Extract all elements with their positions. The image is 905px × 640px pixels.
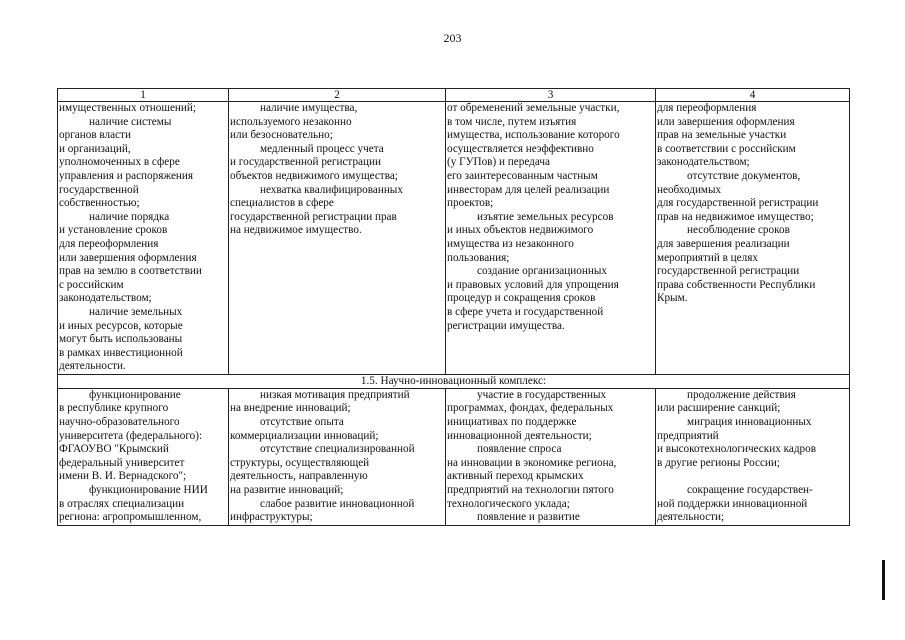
table-row-property-relations — [58, 102, 850, 375]
cell-text-line: инициативах по поддержке — [447, 416, 577, 429]
cell-text-line: коммерциализации инноваций; — [230, 429, 379, 442]
cell-text-line: и организаций, — [59, 142, 131, 155]
cell-text-line: могут быть использованы — [59, 333, 183, 346]
cell-text-line: наличие порядка — [89, 210, 170, 223]
cell-text-line: (у ГУПов) и передача — [447, 156, 550, 169]
cell-text-line: прав на земельные участки — [657, 129, 787, 142]
cell-text-line: для переоформления — [657, 102, 757, 114]
cell-text-line: продолжение действия — [687, 388, 796, 401]
cell-text-line: функционирование — [89, 388, 181, 401]
cell-text-line: его заинтересованным частным — [447, 169, 598, 182]
cell-text-line: имущественных отношений; — [59, 102, 197, 114]
cell-text-line: в том числе, путем изъятия — [447, 115, 577, 128]
section-title: 1.5. Научно-инновационный комплекс: — [58, 374, 850, 388]
cell-text-line: пользования; — [447, 251, 510, 264]
cell-text-line: появление спроса — [477, 443, 562, 456]
cell-text-line: в другие регионы России; — [657, 456, 781, 469]
cell-text-line: университета (федерального): — [59, 429, 203, 442]
cell-text-line: технологического уклада; — [447, 497, 570, 510]
cell-text-line: и высокотехнологических кадров — [657, 443, 816, 456]
cell-text-line: в соответствии с российским — [657, 142, 796, 155]
section-header-row — [58, 374, 850, 388]
cell-text-line: сокращение государствен- — [687, 484, 813, 497]
cell-text-line: деятельности; — [657, 511, 725, 524]
cell-threats — [656, 102, 850, 375]
cell-text-line: деятельности. — [59, 360, 126, 373]
cell-text-line: имущества, использование которого — [447, 129, 620, 142]
cell-text-line: государственной регистрации прав — [230, 210, 397, 223]
cell-text-line: наличие системы — [89, 115, 172, 128]
cell-text-line: для завершения реализации — [657, 237, 790, 250]
cell-text-line: или завершения оформления — [657, 115, 795, 128]
column-number-4: 4 — [656, 89, 850, 102]
cell-text-line: Крым. — [657, 292, 688, 305]
cell-weaknesses — [229, 102, 446, 375]
cell-text-line: и иных объектов недвижимого — [447, 224, 594, 237]
cell-text-line: нехватка квалифицированных — [260, 183, 403, 196]
cell-text-line: мероприятий в целях — [657, 251, 758, 264]
cell-text-line: собственностью; — [59, 197, 140, 210]
cell-text-line: органов власти — [59, 129, 131, 142]
cell-text-line: функционирование НИИ — [89, 484, 208, 497]
cell-text-line: имущества из незаконного — [447, 237, 574, 250]
cell-text-line: медленный процесс учета — [260, 142, 384, 155]
cell-text-line: в отраслях специализации — [59, 497, 185, 510]
cell-threats — [656, 388, 850, 525]
cell-text-line: или завершения оформления — [59, 251, 197, 264]
cell-text-line: для переоформления — [59, 237, 159, 250]
cell-strengths — [58, 102, 229, 375]
cell-text-line: региона: агропромышленном, — [59, 511, 202, 524]
cell-text-line: наличие земельных — [89, 305, 183, 318]
cell-strengths — [58, 388, 229, 525]
cell-opportunities — [446, 102, 656, 375]
cell-text-line: государственной регистрации — [657, 265, 800, 278]
cell-text-line: от обременений земельные участки, — [447, 102, 620, 114]
cell-text-line: активный переход крымских — [447, 470, 584, 483]
cell-text-line: прав на недвижимое имущество; — [657, 210, 814, 223]
cell-text-line: несоблюдение сроков — [687, 224, 790, 237]
cell-text-line: структуры, осуществляющей — [230, 456, 370, 469]
column-number-3: 3 — [446, 89, 656, 102]
cell-text-line: ФГАОУВО "Крымский — [59, 443, 169, 456]
cell-text-line: с российским — [59, 278, 124, 291]
cell-text-line: программах, фондах, федеральных — [447, 402, 614, 415]
cell-text-line: отсутствие документов, — [687, 169, 801, 182]
cell-text-line: процедур и сокращения сроков — [447, 292, 596, 305]
cell-text-line: объектов недвижимого имущества; — [230, 169, 398, 182]
column-number-2: 2 — [229, 89, 446, 102]
cell-text-line: в республике крупного — [59, 402, 169, 415]
cell-text-line: регистрации имущества. — [447, 319, 565, 332]
cell-text-line: научно-образовательного — [59, 416, 180, 429]
cell-text-line: осуществляется неэффективно — [447, 142, 594, 155]
cell-text-line: на инновации в экономике региона, — [447, 456, 617, 469]
cell-text-line: для государственной регистрации — [657, 197, 819, 210]
cell-text-line: инвесторам для целей реализации — [447, 183, 610, 196]
cell-text-line: права собственности Республики — [657, 278, 816, 291]
cell-text-line: и государственной регистрации — [230, 156, 381, 169]
cell-text-line: или расширение санкций; — [657, 402, 781, 415]
page-number: 203 — [443, 31, 462, 45]
cell-text-line: слабое развитие инновационной — [260, 497, 415, 510]
cell-text-line: предприятий — [657, 429, 719, 442]
cell-text-line: или безосновательно; — [230, 129, 333, 142]
column-number-1: 1 — [58, 89, 229, 102]
cell-text-line: государственной — [59, 183, 139, 196]
cell-text-line: низкая мотивация предприятий — [260, 388, 410, 401]
cell-text-line: уполномоченных в сфере — [59, 156, 180, 169]
cell-text-line: деятельность, направленную — [230, 470, 368, 483]
cell-text-line: создание организационных — [477, 265, 607, 278]
cell-text-line: участие в государственных — [477, 388, 607, 401]
cell-text-line: на развитие инноваций; — [230, 484, 344, 497]
table-row-innovation — [58, 388, 850, 525]
cell-text-line: прав на землю в соответствии — [59, 265, 202, 278]
cell-text-line: и правовых условий для упрощения — [447, 278, 619, 291]
cell-text-line: специалистов в сфере — [230, 197, 334, 210]
page-edge-mark — [882, 560, 885, 600]
cell-text-line: отсутствие специализированной — [260, 443, 415, 456]
cell-text-line: в сфере учета и государственной — [447, 305, 604, 318]
cell-text-line: проектов; — [447, 197, 494, 210]
cell-text-line: законодательством; — [59, 292, 152, 305]
cell-text-line: предприятий на технологии пятого — [447, 484, 614, 497]
cell-text-line: и иных ресурсов, которые — [59, 319, 183, 332]
cell-text-line: изъятие земельных ресурсов — [477, 210, 614, 223]
cell-text-line: и установление сроков — [59, 224, 168, 237]
cell-text-line: отсутствие опыта — [260, 416, 344, 429]
strategy-table — [57, 88, 850, 526]
cell-text-line: наличие имущества, — [260, 102, 358, 114]
cell-text-line: ной поддержки инновационной — [657, 497, 808, 510]
cell-opportunities — [446, 388, 656, 525]
table-header-row — [58, 89, 850, 102]
cell-text-line — [657, 470, 848, 484]
cell-text-line: в рамках инвестиционной — [59, 346, 183, 359]
cell-weaknesses — [229, 388, 446, 525]
cell-text-line: на недвижимое имущество. — [230, 224, 362, 237]
cell-text-line: миграция инновационных — [687, 416, 812, 429]
cell-text-line: инновационной деятельности; — [447, 429, 592, 442]
cell-text-line: законодательством; — [657, 156, 750, 169]
cell-text-line: необходимых — [657, 183, 722, 196]
cell-text-line: появление и развитие — [477, 511, 580, 524]
cell-text-line: управления и распоряжения — [59, 169, 194, 182]
cell-text-line: имени В. И. Вернадского"; — [59, 470, 187, 483]
cell-text-line: федеральный университет — [59, 456, 185, 469]
cell-text-line: инфраструктуры; — [230, 511, 313, 524]
cell-text-line: на внедрение инноваций; — [230, 402, 351, 415]
cell-text-line: используемого незаконно — [230, 115, 352, 128]
